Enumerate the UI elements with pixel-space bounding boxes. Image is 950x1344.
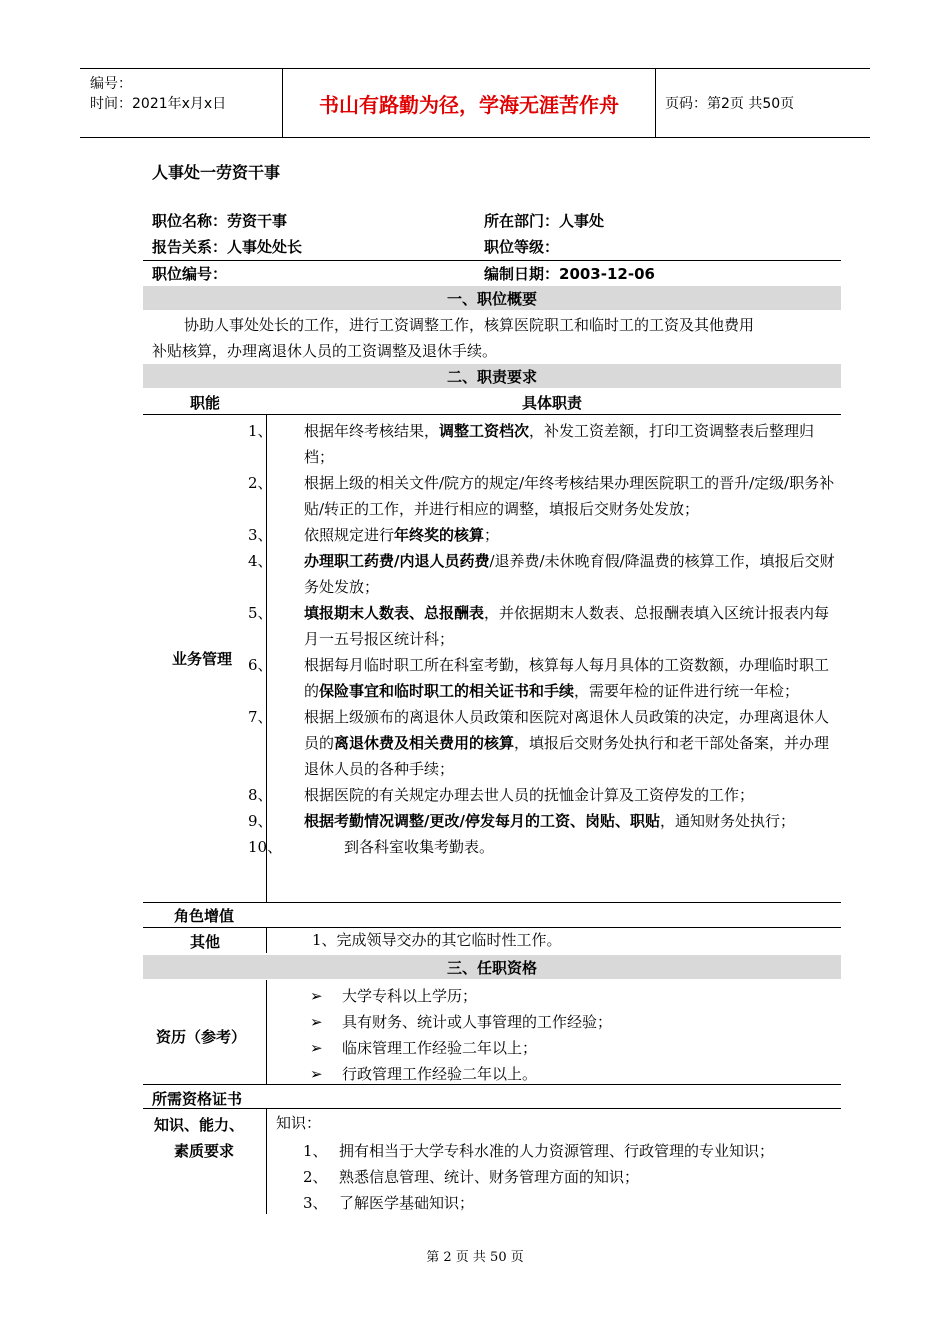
list-item: ➢ 大学专科以上学历；	[310, 983, 612, 1009]
page-title: 人事处一劳资干事	[152, 163, 281, 182]
education-label: 资历（参考）	[156, 1028, 247, 1046]
section-header-summary: 一、职位概要	[143, 286, 841, 310]
divider	[143, 414, 841, 415]
cert-label: 所需资格证书	[152, 1090, 243, 1108]
divider	[143, 260, 841, 261]
report-to: 报告关系：人事处处长	[152, 238, 303, 256]
list-item: ➢ 行政管理工作经验二年以上。	[310, 1061, 612, 1087]
other-text: 1、完成领导交办的其它临时性工作。	[312, 931, 562, 949]
duty-item: 4、 办理职工药费/内退人员药费/退养费/未休晚育假/降温费的核算工作，填报后交财务处发放；	[248, 552, 835, 596]
summary-line-2: 补贴核算，办理离退休人员的工资调整及退休手续。	[152, 342, 498, 360]
duty-item: 2、 根据上级的相关文件/院方的规定/年终考核结果办理医院职工的晋升/定级/职务补贴/转正的工作，并进行相应的调整，填报后交财务处发放；	[248, 474, 835, 518]
divider	[143, 1108, 841, 1109]
col-function: 职能	[190, 394, 221, 412]
duties-list	[248, 418, 838, 860]
page-info: 页码：第2页 共50页	[665, 96, 795, 112]
time-label: 时间：2021年x月x日	[90, 96, 227, 112]
motto: 书山有路勤为径，学海无涯苦作舟	[282, 69, 656, 137]
knowledge-label-2: 素质要求	[174, 1142, 235, 1160]
header-meta	[80, 69, 282, 137]
arrow-bullet-icon: ➢	[310, 1013, 323, 1031]
section-header-duties: 二、职责要求	[143, 364, 841, 388]
duty-item: 3、 依照规定进行年终奖的核算；	[248, 526, 500, 544]
number-label: 编号：	[90, 76, 132, 92]
department: 所在部门：人事处	[484, 212, 605, 230]
business-label: 业务管理	[172, 650, 233, 668]
duty-item: 1、 根据年终考核结果，调整工资档次，补发工资差额，打印工资调整表后整理归档；	[248, 422, 815, 466]
summary-line-1: 协助人事处处长的工作，进行工资调整工作，核算医院职工和临时工的工资及其他费用	[184, 316, 755, 334]
duty-item: 5、 填报期末人数表、总报酬表，并依据期末人数表、总报酬表填入区统计报表内每月一五号报区统计科；	[248, 604, 830, 648]
arrow-bullet-icon: ➢	[310, 1039, 323, 1057]
duty-item: 10、 到各科室收集考勤表。	[248, 838, 495, 856]
knowledge-list	[303, 1138, 774, 1216]
list-item: 1、 拥有相当于大学专科水准的人力资源管理、行政管理的专业知识；	[303, 1142, 775, 1160]
divider	[143, 902, 841, 903]
education-list	[310, 983, 612, 1087]
knowledge-heading: 知识：	[276, 1114, 322, 1132]
duty-item: 8、 根据医院的有关规定办理去世人员的抚恤金计算及工资停发的工作；	[248, 786, 755, 804]
duty-item: 7、 根据上级颁布的离退休人员政策和医院对离退休人员政策的决定，办理离退休人员的离退休费及相关费用的核算，填报后交财务处执行和老干部处备案，并办理退休人员的各种手续；	[248, 708, 830, 778]
position-name: 职位名称：劳资干事	[152, 212, 288, 230]
duty-item: 6、 根据每月临时职工所在科室考勤，核算每人每月具体的工资数额，办理临时职工的保险事宜和临时职工的相关证书和手续，需要年检的证件进行统一年检；	[248, 656, 830, 700]
arrow-bullet-icon: ➢	[310, 987, 323, 1005]
col-duties: 具体职责	[522, 394, 583, 412]
position-number: 职位编号：	[152, 265, 228, 283]
compile-date: 编制日期：2003-12-06	[484, 265, 655, 283]
column-divider	[266, 927, 267, 953]
arrow-bullet-icon: ➢	[310, 1065, 323, 1083]
list-item: 3、 了解医学基础知识；	[303, 1194, 475, 1212]
list-item: ➢ 具有财务、统计或人事管理的工作经验；	[310, 1009, 612, 1035]
role-value-label: 角色增值	[174, 907, 235, 925]
page-footer: 第 2 页 共 50 页	[426, 1250, 524, 1265]
section-header-qualifications: 三、任职资格	[143, 955, 841, 979]
position-level: 职位等级：	[484, 238, 560, 256]
duty-item: 9、 根据考勤情况调整/更改/停发每月的工资、岗贴、职贴，通知财务处执行；	[248, 812, 795, 830]
column-divider	[266, 1108, 267, 1214]
divider	[143, 927, 841, 928]
knowledge-label: 知识、能力、	[154, 1116, 245, 1134]
other-label: 其他	[190, 933, 221, 951]
document-header	[80, 68, 870, 138]
divider	[143, 1084, 841, 1085]
list-item: 2、 熟悉信息管理、统计、财务管理方面的知识；	[303, 1168, 640, 1186]
list-item: ➢ 临床管理工作经验二年以上；	[310, 1035, 612, 1061]
column-divider	[266, 980, 267, 1084]
